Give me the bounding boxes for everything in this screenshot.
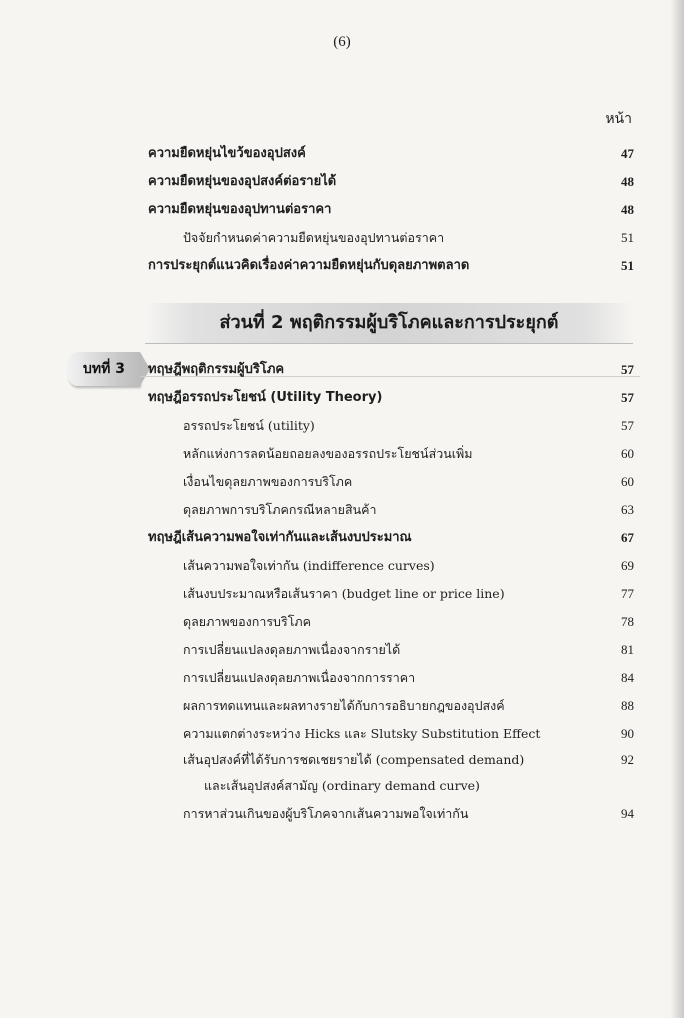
toc-entry-page: 47 bbox=[621, 146, 634, 161]
toc-entry-page: 57 bbox=[621, 418, 634, 433]
toc-entry-page: 67 bbox=[621, 530, 634, 545]
toc-entry-title: ความยืดหยุ่นของอุปสงค์ต่อรายได้ bbox=[148, 174, 337, 189]
toc-entry-title: ความยืดหยุ่นไขว้ของอุปสงค์ bbox=[148, 146, 306, 161]
toc-entry[interactable] bbox=[0, 722, 684, 746]
toc-entry[interactable] bbox=[0, 748, 684, 772]
toc-entry[interactable] bbox=[0, 254, 684, 278]
toc-entry-page: 90 bbox=[621, 726, 634, 741]
toc-entry-title: ปัจจัยกำหนดค่าความยืดหยุ่นของอุปทานต่อราคา bbox=[183, 230, 445, 245]
chapter-label: บทที่ 3 bbox=[83, 361, 125, 377]
toc-entry-page: 77 bbox=[621, 586, 634, 601]
toc-entry-page: 51 bbox=[621, 230, 634, 245]
toc-entry-title: ความแตกต่างระหว่าง Hicks และ Slutsky Substitution Effect bbox=[183, 726, 541, 741]
toc-entry-title: ความยืดหยุ่นของอุปทานต่อราคา bbox=[148, 202, 332, 217]
toc-entry[interactable] bbox=[0, 526, 684, 550]
toc-entry-title: ดุลยภาพการบริโภคกรณีหลายสินค้า bbox=[183, 502, 377, 517]
section-title: ส่วนที่ 2 พฤติกรรมผู้บริโภคและการประยุกต์ bbox=[219, 312, 559, 333]
toc-entry-title: อรรถประโยชน์ (utility) bbox=[183, 418, 315, 433]
toc-entry-page: 60 bbox=[621, 474, 634, 489]
toc-entry[interactable] bbox=[0, 666, 684, 690]
toc-entry[interactable] bbox=[0, 694, 684, 718]
toc-entry[interactable] bbox=[0, 226, 684, 250]
toc-entry-continuation bbox=[0, 774, 684, 798]
toc-entry-page: 60 bbox=[621, 446, 634, 461]
toc-entry-page: 69 bbox=[621, 558, 634, 573]
toc-entry-page: 84 bbox=[621, 670, 634, 685]
toc-entry-page: 78 bbox=[621, 614, 634, 629]
toc-entry[interactable] bbox=[0, 554, 684, 578]
toc-entry[interactable] bbox=[0, 358, 684, 382]
toc-entry[interactable] bbox=[0, 386, 684, 410]
toc-entry-title: การประยุกต์แนวคิดเรื่องค่าความยืดหยุ่นกับดุลยภาพตลาด bbox=[148, 258, 470, 273]
toc-entry-page: 63 bbox=[621, 502, 634, 517]
toc-entry-page: 51 bbox=[621, 258, 634, 273]
toc-entry[interactable] bbox=[0, 198, 684, 222]
toc-entry-title: เส้นความพอใจเท่ากัน (indifference curves) bbox=[183, 558, 435, 573]
toc-entry-title: การเปลี่ยนแปลงดุลยภาพเนื่องจากการราคา bbox=[183, 670, 416, 685]
toc-entry[interactable] bbox=[0, 638, 684, 662]
toc-entry[interactable] bbox=[0, 610, 684, 634]
toc-entry[interactable] bbox=[0, 498, 684, 522]
toc-entry-title: การหาส่วนเกินของผู้บริโภคจากเส้นความพอใจเท่ากัน bbox=[183, 806, 469, 821]
toc-entry-page: 94 bbox=[621, 806, 634, 821]
toc-entry-page: 48 bbox=[621, 202, 634, 217]
toc-entry-page: 92 bbox=[621, 752, 634, 767]
toc-entry-title: หลักแห่งการลดน้อยถอยลงของอรรถประโยชน์ส่วนเพิ่ม bbox=[183, 446, 473, 461]
toc-entry[interactable] bbox=[0, 414, 684, 438]
toc-entry[interactable] bbox=[0, 470, 684, 494]
page-number: (6) bbox=[333, 34, 351, 50]
toc-entry-title: ดุลยภาพของการบริโภค bbox=[183, 614, 312, 629]
toc-entry-title: ทฤษฎีเส้นความพอใจเท่ากันและเส้นงบประมาณ bbox=[148, 530, 412, 545]
toc-entry[interactable] bbox=[0, 582, 684, 606]
toc-entry-title: ทฤษฎีพฤติกรรมผู้บริโภค bbox=[148, 362, 285, 377]
toc-entry-title: และเส้นอุปสงค์สามัญ (ordinary demand curve) bbox=[204, 778, 480, 793]
toc-entry-page: 57 bbox=[621, 362, 634, 377]
toc-entry-page: 57 bbox=[621, 390, 634, 405]
toc-entry-title: เงื่อนไขดุลยภาพของการบริโภค bbox=[183, 474, 353, 489]
toc-entry[interactable] bbox=[0, 442, 684, 466]
page-column-label: หน้า bbox=[605, 111, 632, 127]
toc-entry-title: การเปลี่ยนแปลงดุลยภาพเนื่องจากรายได้ bbox=[183, 642, 401, 657]
toc-entry[interactable] bbox=[0, 170, 684, 194]
toc-entry[interactable] bbox=[0, 802, 684, 826]
section-banner bbox=[145, 303, 633, 344]
toc-entry[interactable] bbox=[0, 142, 684, 166]
toc-entry-title: ทฤษฎีอรรถประโยชน์ (Utility Theory) bbox=[148, 390, 383, 405]
toc-entry-page: 48 bbox=[621, 174, 634, 189]
toc-entry-page: 88 bbox=[621, 698, 634, 713]
toc-entry-page: 81 bbox=[621, 642, 634, 657]
toc-entry-title: เส้นอุปสงค์ที่ได้รับการชดเชยรายได้ (compensated demand) bbox=[183, 752, 525, 767]
toc-entry-title: ผลการทดแทนและผลทางรายได้กับการอธิบายกฎของอุปสงค์ bbox=[183, 698, 505, 713]
toc-entry-title: เส้นงบประมาณหรือเส้นราคา (budget line or price line) bbox=[183, 586, 505, 601]
